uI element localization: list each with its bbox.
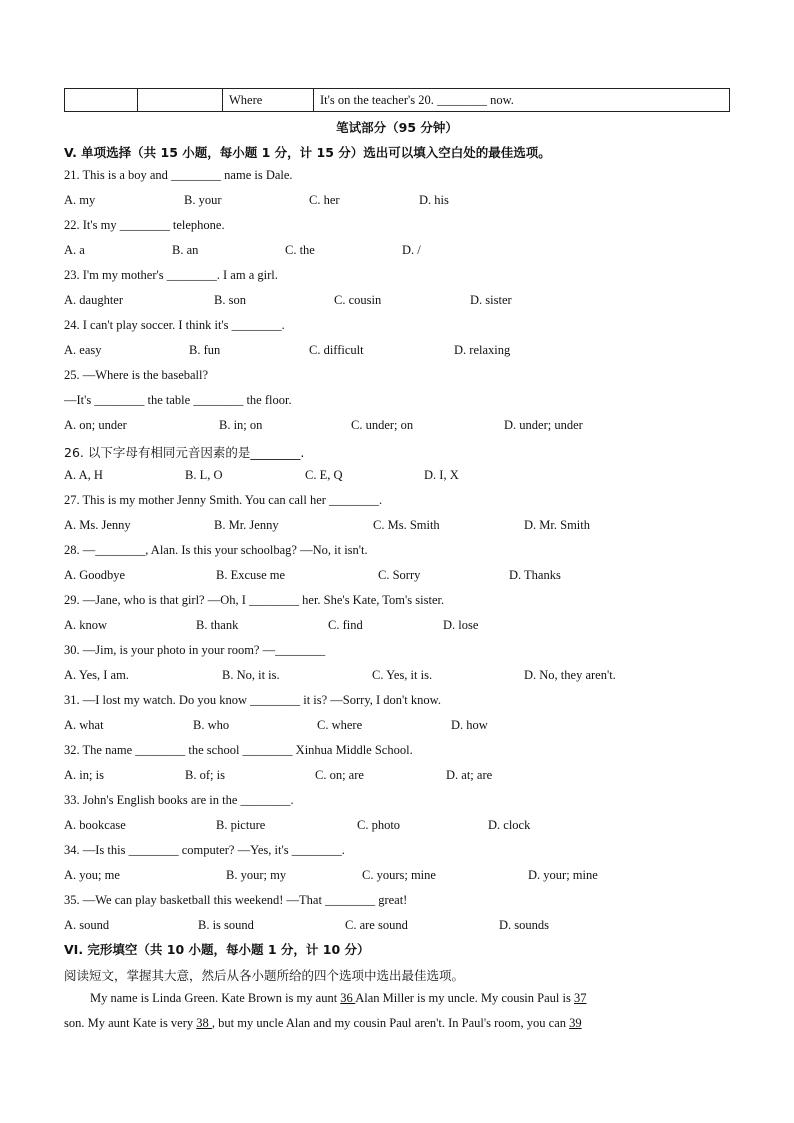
blank-39: 39 (569, 1016, 582, 1030)
option-b[interactable]: B. No, it is. (222, 668, 280, 682)
option-d[interactable]: D. at; are (446, 768, 493, 782)
option-d[interactable]: D. relaxing (454, 343, 511, 357)
option-a[interactable]: A. Goodbye (64, 568, 126, 582)
option-b[interactable]: B. of; is (185, 768, 225, 782)
question-28: 28. —________, Alan. Is this your schoolbag? —No, it isn't. (64, 543, 368, 557)
passage-text: , but my uncle Alan and my cousin Paul aren't. In Paul's room, you can (211, 1016, 570, 1030)
option-a[interactable]: A. my (64, 193, 96, 207)
passage-text: son. My aunt Kate is very (64, 1016, 197, 1030)
option-b[interactable]: B. is sound (198, 918, 254, 932)
blank-38: 38 (196, 1016, 212, 1030)
option-d[interactable]: D. his (419, 193, 449, 207)
table-cell (65, 89, 138, 112)
option-d[interactable]: D. sounds (499, 918, 550, 932)
table-cell: It's on the teacher's 20. ________ now. (314, 89, 730, 112)
question-25: 25. —Where is the baseball? (64, 368, 209, 382)
option-c[interactable]: C. on; are (315, 768, 364, 782)
option-b[interactable]: B. an (172, 243, 199, 257)
option-c[interactable]: C. her (309, 193, 340, 207)
question-31: 31. —I lost my watch. Do you know ________ it is? —Sorry, I don't know. (64, 693, 441, 707)
table-cell (138, 89, 223, 112)
passage-line-2 (64, 1016, 582, 1031)
option-b[interactable]: B. L, O (185, 468, 223, 482)
option-b[interactable]: B. fun (189, 343, 221, 357)
option-a[interactable]: A. you; me (64, 868, 120, 882)
option-c[interactable]: C. Sorry (378, 568, 421, 582)
options-row (64, 293, 744, 311)
option-a[interactable]: A. sound (64, 918, 110, 932)
section-6-title: VI. 完形填空（共 10 小题，每小题 1 分，计 10 分） (64, 942, 370, 957)
question-24: 24. I can't play soccer. I think it's ________. (64, 318, 285, 332)
passage-text: My name is Linda Green. Kate Brown is my aunt (90, 991, 341, 1005)
question-26: 26. 以下字母有相同元音因素的是________. (64, 445, 305, 460)
written-part-title: 笔试部分（95 分钟） (336, 120, 458, 135)
question-30: 30. —Jim, is your photo in your room? —________ (64, 643, 326, 657)
options-row (64, 518, 744, 536)
option-a[interactable]: A. A, H (64, 468, 103, 482)
options-row (64, 618, 744, 636)
question-23: 23. I'm my mother's ________. I am a girl. (64, 268, 278, 282)
option-d[interactable]: D. clock (488, 818, 531, 832)
option-d[interactable]: D. / (402, 243, 421, 257)
option-c[interactable]: C. cousin (334, 293, 382, 307)
option-c[interactable]: C. find (328, 618, 363, 632)
question-32: 32. The name ________ the school ________ Xinhua Middle School. (64, 743, 413, 757)
option-c[interactable]: C. difficult (309, 343, 364, 357)
option-a[interactable]: A. Yes, I am. (64, 668, 129, 682)
options-row (64, 468, 744, 486)
option-c[interactable]: C. where (317, 718, 363, 732)
option-b[interactable]: B. thank (196, 618, 239, 632)
options-row (64, 868, 744, 886)
option-b[interactable]: B. your (184, 193, 222, 207)
option-c[interactable]: C. photo (357, 818, 401, 832)
option-a[interactable]: A. daughter (64, 293, 124, 307)
options-row (64, 918, 744, 936)
options-row (64, 818, 744, 836)
listening-table (64, 88, 730, 112)
question-35: 35. —We can play basketball this weekend! —That ________ great! (64, 893, 408, 907)
table-row (65, 89, 730, 112)
option-d[interactable]: D. Thanks (509, 568, 561, 582)
options-row (64, 418, 744, 436)
option-b[interactable]: B. picture (216, 818, 266, 832)
option-d[interactable]: D. how (451, 718, 488, 732)
question-21: 21. This is a boy and ________ name is Dale. (64, 168, 293, 182)
question-33: 33. John's English books are in the ________. (64, 793, 294, 807)
option-d[interactable]: D. lose (443, 618, 479, 632)
options-row (64, 718, 744, 736)
option-a[interactable]: A. a (64, 243, 85, 257)
option-b[interactable]: B. Excuse me (216, 568, 286, 582)
option-c[interactable]: C. E, Q (305, 468, 343, 482)
question-27: 27. This is my mother Jenny Smith. You can call her ________. (64, 493, 383, 507)
option-d[interactable]: D. your; mine (528, 868, 598, 882)
option-c[interactable]: C. under; on (351, 418, 414, 432)
options-row (64, 193, 744, 211)
blank-36: 36 (340, 991, 356, 1005)
option-a[interactable]: A. on; under (64, 418, 127, 432)
option-a[interactable]: A. in; is (64, 768, 104, 782)
option-c[interactable]: C. yours; mine (362, 868, 436, 882)
options-row (64, 343, 744, 361)
question-22: 22. It's my ________ telephone. (64, 218, 225, 232)
blank-37: 37 (573, 991, 587, 1005)
options-row (64, 568, 744, 586)
option-c[interactable]: C. the (285, 243, 315, 257)
option-b[interactable]: B. who (193, 718, 230, 732)
options-row (64, 668, 744, 686)
option-b[interactable]: B. son (214, 293, 246, 307)
option-d[interactable]: D. Mr. Smith (524, 518, 590, 532)
option-a[interactable]: A. Ms. Jenny (64, 518, 131, 532)
option-c[interactable]: C. Yes, it is. (372, 668, 433, 682)
option-c[interactable]: C. are sound (345, 918, 408, 932)
passage-text: Alan Miller is my uncle. My cousin Paul is (355, 991, 574, 1005)
option-d[interactable]: D. I, X (424, 468, 459, 482)
option-d[interactable]: D. sister (470, 293, 512, 307)
question-29: 29. —Jane, who is that girl? —Oh, I ________ her. She's Kate, Tom's sister. (64, 593, 445, 607)
section-6-instructions: 阅读短文，掌握其大意，然后从各小题所给的四个选项中选出最佳选项。 (64, 968, 465, 983)
option-a[interactable]: A. what (64, 718, 104, 732)
options-row (64, 243, 744, 261)
option-d[interactable]: D. No, they aren't. (524, 668, 616, 682)
option-a[interactable]: A. bookcase (64, 818, 126, 832)
table-cell: Where (223, 89, 314, 112)
options-row (64, 768, 744, 786)
option-a[interactable]: A. know (64, 618, 108, 632)
option-a[interactable]: A. easy (64, 343, 102, 357)
option-b[interactable]: B. in; on (219, 418, 263, 432)
question-34: 34. —Is this ________ computer? —Yes, it's ________. (64, 843, 345, 857)
option-b[interactable]: B. your; my (226, 868, 287, 882)
option-b[interactable]: B. Mr. Jenny (214, 518, 279, 532)
passage-line-1 (90, 991, 586, 1006)
option-d[interactable]: D. under; under (504, 418, 583, 432)
section-5-title: V. 单项选择（共 15 小题，每小题 1 分，计 15 分）选出可以填入空白处的最佳选项。 (64, 145, 551, 160)
option-c[interactable]: C. Ms. Smith (373, 518, 440, 532)
question-25-line-2: —It's ________ the table ________ the floor. (64, 393, 292, 407)
